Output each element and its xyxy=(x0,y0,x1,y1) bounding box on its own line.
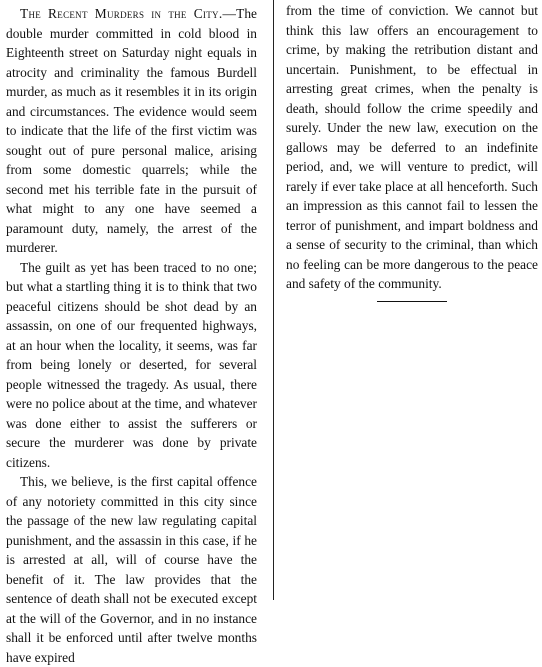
left-column xyxy=(0,0,262,665)
paragraph-1 xyxy=(6,4,257,258)
end-rule xyxy=(377,301,447,302)
paragraph-1-body: The double murder committed in cold blood in Eighteenth street on Saturday night equals in atrocity and criminality the famous Burdell murder, as much as it resembles it in its origin and circumstances. The evidence would seem to indicate that the life of the first victim was sought out of pure personal malice, arising from some domestic quarrels; while the second met his terrible fate in the pursuit of what might to any one have seemed a paramount duty, namely, the arrest of the murderer. xyxy=(6,6,257,255)
paragraph-3-continued: from the time of conviction. We cannot but think this law offers an encouragement to crime, by making the retribution distant and uncertain. Punishment, to be effectual in arresting great crimes, when the penalty is death, should follow the crime speedily and surely. Under the new law, execution on the gallows may be deferred to an indefinite period, and, we will venture to predict, will rarely if ever take place at all henceforth. Such an impression as this cannot fail to lessen the terror of punishment, and impart boldness and a sense of security to the criminal, than which no feeling can be more dangerous to the peace and safety of the community. xyxy=(286,3,538,291)
column-divider xyxy=(273,0,274,600)
paragraph-2: The guilt as yet has been traced to no one; but what a startling thing it is to think that two peaceful citizens should be shot dead by an assassin, on one of our frequented highways, at an hour when the locality, it seems, was far from being lonely or deserted, for several people witnessed the tragedy. As usual, there were no police about at the time, and whatever was done either to assist the sufferers or secure the murderer was done by private citizens. xyxy=(6,259,257,470)
headline: The Recent Murders in the City.— xyxy=(20,6,237,21)
right-column xyxy=(280,0,542,302)
paragraph-3: This, we believe, is the first capital offence of any notoriety committed in this city since the passage of the new law regulating capital punishment, and the assassin in this case, if he is arrested at all, will of course have the benefit of it. The law provides that the sentence of death shall not be executed except at the will of the Governor, and in no instance shall it be enforced until after twelve months have expired xyxy=(6,474,257,665)
